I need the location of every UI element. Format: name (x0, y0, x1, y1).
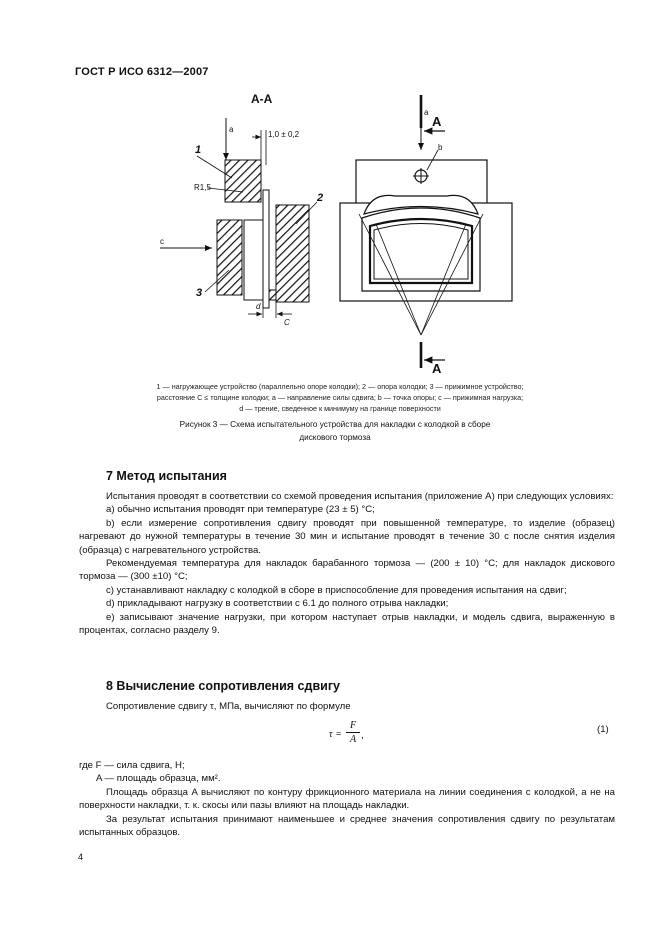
legend-line: d — трение, сведенное к минимуму на границе поверхности (239, 404, 441, 413)
section-7-body (79, 490, 615, 637)
label-C: C (284, 318, 290, 327)
list-item-d: d) прикладывают нагрузку в соответствии с 6.1 до полного отрыва накладки; (106, 598, 449, 610)
paragraph: Испытания проводят в соответствии со схемой проведения испытания (приложение А) при следующих условиях: (106, 491, 614, 502)
formula-numerator: F (349, 720, 357, 731)
label-A-bottom: А (432, 361, 442, 376)
legend-line: расстояние C ≤ толщине колодки; a — направление силы сдвига; b — точка опоры; c — прижимная нагрузка; (156, 393, 524, 402)
dimension-label: 1,0 ± 0,2 (268, 130, 300, 139)
caption-line: Рисунок 3 — Схема испытательного устройства для накладки с колодкой в сборе (179, 420, 491, 429)
document-header: ГОСТ Р ИСО 6312—2007 (75, 66, 209, 78)
figure-caption (110, 418, 560, 444)
label-c-left: c (160, 237, 164, 246)
part-2-label: 2 (317, 192, 324, 204)
formula-fraction (346, 720, 360, 745)
paragraph: Сопротивление сдвигу τ, МПа, вычисляют по формуле (106, 701, 351, 712)
label-d: d (256, 302, 261, 311)
list-item-a: a) обычно испытания проводят при температуре (23 ± 5) °С; (106, 504, 375, 516)
formula-lhs: τ = (329, 729, 342, 740)
label-b: b (438, 143, 443, 152)
section-7-title: 7 Метод испытания (106, 469, 227, 483)
paragraph: Площадь образца A вычисляют по контуру фрикционного материала на линии соединения с колодкой, а не на поверхности накладки, т. к. скосы или пазы влияют на площадь накладки. (79, 786, 615, 812)
legend-line: 1 — нагружающее устройство (параллельно опоре колодки); 2 — опора колодки; 3 — прижимное устройство; (156, 382, 524, 391)
where-F: где F — сила сдвига, Н; (79, 760, 185, 771)
radius-label: R1,5 (194, 183, 211, 192)
test-device-figure (0, 0, 661, 380)
paragraph: Рекомендуемая температура для накладок барабанного тормоза — (200 ± 10) °С; для накладок дискового тормоза — (300 ±10) °С; (79, 558, 615, 583)
label-a-left: а (229, 125, 234, 134)
where-A: A — площадь образца, мм². (96, 773, 221, 785)
part-1-label: 1 (195, 144, 202, 156)
formula-comma: , (361, 730, 364, 741)
formula-number: (1) (597, 724, 609, 735)
figure-legend (100, 381, 580, 414)
section-label: А-А (251, 92, 273, 106)
list-item-c: c) устанавливают накладку с колодкой в сборе в приспособление для проведения испытания на сдвиг; (106, 584, 567, 596)
section-8-title: 8 Вычисление сопротивления сдвигу (106, 679, 340, 693)
formula-denominator: A (349, 734, 357, 745)
label-a-right: а (424, 108, 429, 117)
list-item-b: b) если измерение сопротивления сдвигу проводят при повышенной температуре, то изделие (образец) нагревают до нужной температуры в течение 30 мин и испытание проводят в течение 30 с после снятия изделия (образца) с нагревательного устройства. (79, 517, 615, 556)
front-view (340, 95, 512, 376)
formula-explanation (79, 759, 615, 839)
part-3-label: 3 (196, 287, 203, 299)
page-number: 4 (78, 852, 84, 862)
list-item-e: e) записывают значение нагрузки, при котором наступает отрыв накладки, и модель сдвига, выраженную в процентах, согласно разделу 9. (79, 611, 615, 637)
caption-line: дискового тормоза (299, 433, 371, 442)
section-view (160, 92, 323, 327)
label-A-top: А (432, 114, 442, 129)
paragraph: За результат испытания принимают наименьшее и среднее значения сопротивления сдвигу по результатам испытанных образцов. (79, 813, 615, 839)
